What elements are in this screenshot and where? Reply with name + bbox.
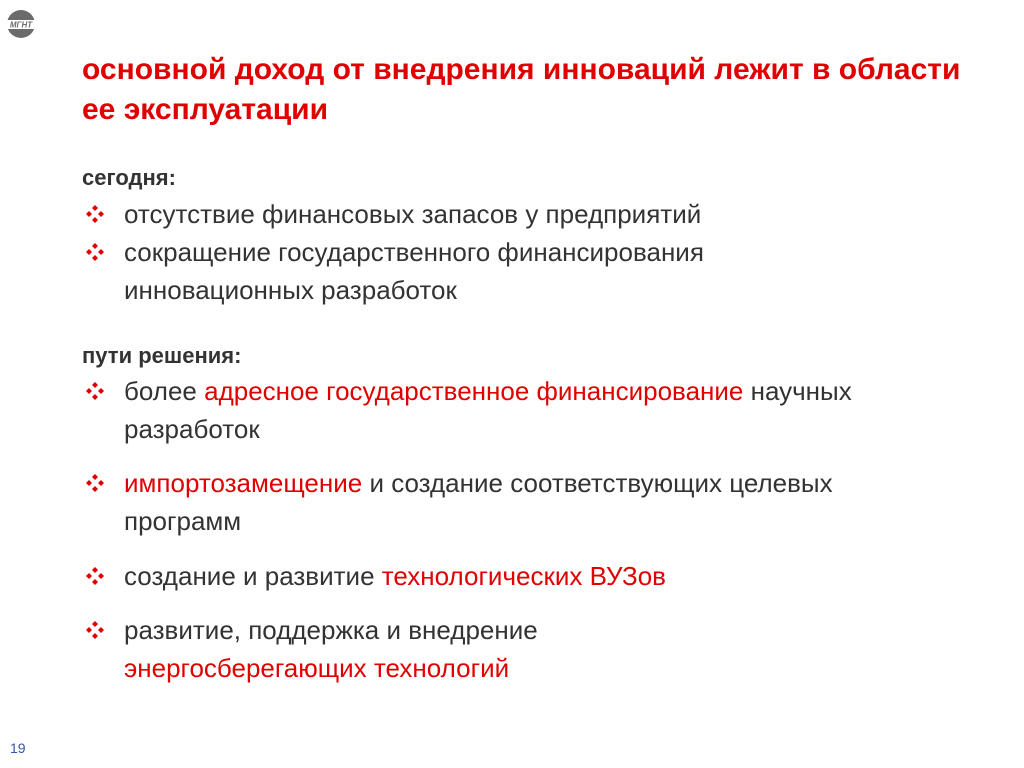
list-item xyxy=(82,195,942,233)
list-item-text-part: и создание соответствующих целевых программ xyxy=(124,468,833,536)
list-item xyxy=(82,611,942,687)
svg-text:МГНТ: МГНТ xyxy=(9,20,33,30)
list-item-text xyxy=(124,557,942,595)
highlight-text: импортозамещение xyxy=(124,468,363,498)
logo xyxy=(2,8,40,40)
diamond-bullet-icon xyxy=(82,233,112,271)
list-item-text: сокращение государственного финансирования инновационных разработок xyxy=(124,237,704,305)
highlight-text: энергосберегающих технологий xyxy=(124,653,510,683)
list-item xyxy=(82,233,942,309)
diamond-bullet-icon xyxy=(82,195,112,233)
list-item xyxy=(82,557,942,595)
highlight-text: технологических ВУЗов xyxy=(381,561,666,591)
list-item-text xyxy=(124,372,884,448)
list-item xyxy=(82,464,942,540)
section-heading-today: сегодня: xyxy=(82,165,176,190)
list-item-text xyxy=(124,611,684,687)
list-item xyxy=(82,372,942,448)
page-title: основной доход от внедрения инноваций лежит в области ее эксплуатации xyxy=(82,53,961,126)
diamond-bullet-icon xyxy=(82,557,112,595)
list-item-text-part: более xyxy=(124,376,205,406)
list-item-text-part: научных разработок xyxy=(124,376,852,444)
list-item-text-part: развитие, поддержка и внедрение xyxy=(124,615,538,645)
list-item-text-part: создание и развитие xyxy=(124,561,382,591)
highlight-text: адресное государственное финансирование xyxy=(204,376,744,406)
page-number: 19 xyxy=(10,740,26,756)
diamond-bullet-icon xyxy=(82,611,112,649)
diamond-bullet-icon xyxy=(82,372,112,410)
section-heading-solutions: пути решения: xyxy=(82,343,242,368)
diamond-bullet-icon xyxy=(82,464,112,502)
list-item-text xyxy=(124,464,854,540)
mgnt-logo-icon xyxy=(2,8,40,40)
list-item-text: отсутствие финансовых запасов у предприятий xyxy=(124,199,702,229)
